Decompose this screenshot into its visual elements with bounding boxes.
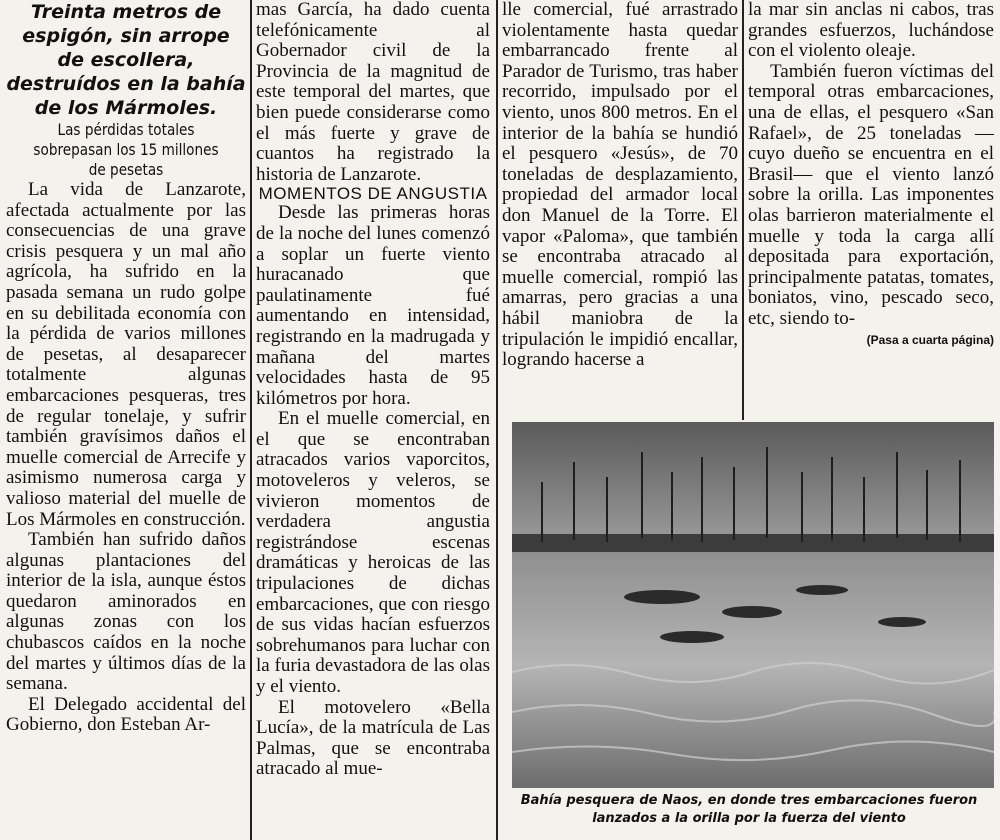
paragraph: La vida de Lanzarote, afectada actualmente por las consecuencias de una grave crisis pesquera y un mal año agrícola, ha sufrido en la pasada semana un rudo golpe en su debilitada economía con la pérdida de varios millones de pesetas, al desaparecer totalmente algunas embarcaciones pesqueras, tres de regular tonelaje, y sufrir también gravísimos daños el muelle comercial de Arrecife y asimismo numerosa carga y valioso material del muelle de Los Mármoles en construcción. (6, 179, 246, 530)
paragraph: Desde las primeras horas de la noche del lunes comenzó a soplar un fuerte viento huracanado que paulatinamente fué aumentando en intensidad, registrando en la madrugada y mañana del martes velocidades hasta de 95 kilómetros por hora. (256, 202, 490, 409)
column-2 (256, 0, 490, 840)
section-heading: MOMENTOS DE ANGUSTIA (258, 184, 488, 204)
headline: Treinta metros de espigón, sin arrope de escollera, destruídos en la bahía de los Mármoles. (6, 1, 246, 119)
column-rule (742, 0, 744, 420)
column-rule (250, 0, 252, 840)
paragraph: También han sufrido daños algunas plantaciones del interior de la isla, aunque éstos quedaron aminorados en algunas zonas con los chubascos caídos en la noche del martes y últimos días de la semana. (6, 529, 246, 695)
photo-caption: Bahía pesquera de Naos, en donde tres embarcaciones fueron lanzados a la orilla por la fuerza del viento (520, 793, 978, 826)
column-rule (496, 0, 498, 840)
subheadline: Las pérdidas totales sobrepasan los 15 millones de pesetas (33, 120, 219, 179)
paragraph: la mar sin anclas ni cabos, tras grandes esfuerzos, luchándose con el violento oleaje. (748, 0, 994, 62)
continued-note: (Pasa a cuarta página) (866, 332, 994, 347)
column-3 (502, 0, 738, 425)
paragraph: mas García, ha dado cuenta telefónicamente al Gobernador civil de la Provincia de la magnitud de este temporal del martes, que bien puede considerarse como el más fuerte y grave de cuantos ha registrado la historia de Lanzarote. (256, 0, 490, 185)
paragraph: También fueron víctimas del temporal otras embarcaciones, una de ellas, el pesquero «San Rafael», de 25 toneladas —cuyo dueño se encuentra en el Brasil— que el viento lanzó sobre la orilla. Las imponentes olas barrieron materialmente el muelle y toda la carga allí depositada para exportación, principalmente patatas, tomates, boniatos, vino, pescado seco, etc, siendo to- (748, 60, 994, 329)
paragraph: lle comercial, fué arrastrado violentamente hasta quedar embarrancado frente al Parador de Turismo, tras haber recorrido, impulsado por el viento, unos 800 metros. En el interior de la bahía se hundió el pesquero «Jesús», de 70 toneladas de desplazamiento, propiedad del armador local don Manuel de la Torre. El vapor «Paloma», que también se encontraba atracado al muelle comercial, rompió las amarras, pero gracias a una hábil maniobra de la tripulación le impidió encallar, logrando hacerse a (502, 0, 738, 371)
paragraph: El motovelero «Bella Lucía», de la matrícula de Las Palmas, que se encontraba atracado al mue- (256, 696, 490, 780)
column-4 (748, 0, 994, 425)
paragraph: El Delegado accidental del Gobierno, don Esteban Ar- (6, 693, 246, 736)
harbor-photo-image (512, 422, 994, 788)
harbor-photo (512, 422, 994, 788)
paragraph: En el muelle comercial, en el que se encontraban atracados varios vaporcitos, motoveleros y veleros, se vivieron momentos de verdadera angustia registrándose escenas dramáticas y heroicas de las tripulaciones de dichas embarcaciones, que con riesgo de sus vidas hacían esfuerzos sobrehumanos para luchar con la furia devastadora de las olas y el viento. (256, 408, 490, 697)
column-1 (6, 0, 246, 840)
